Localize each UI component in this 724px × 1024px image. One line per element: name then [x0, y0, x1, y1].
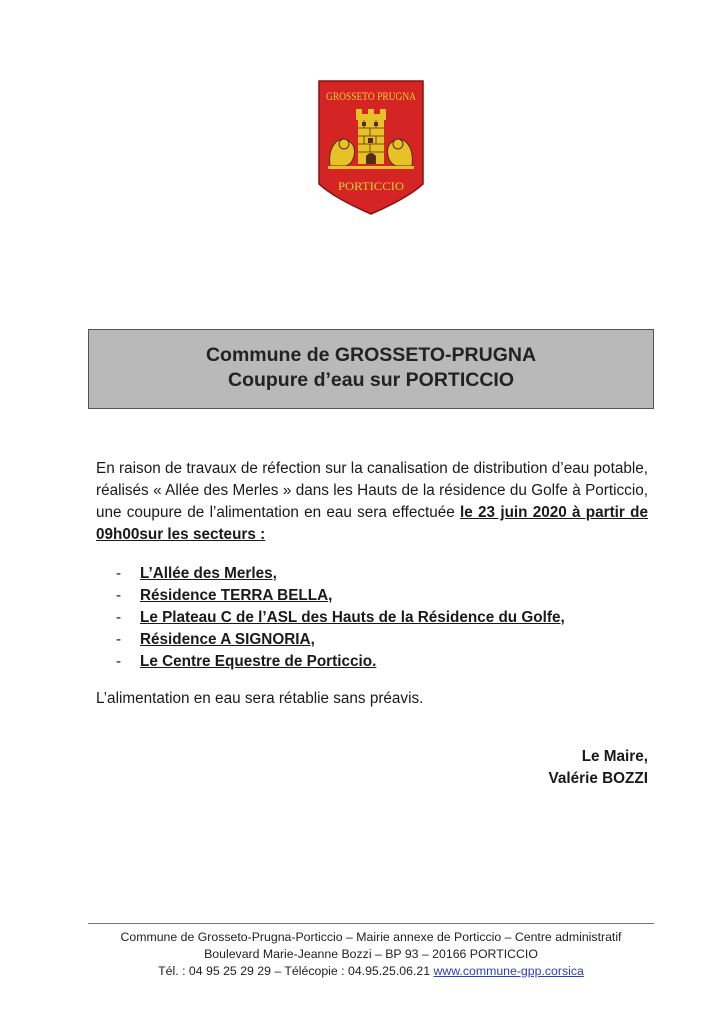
footer-divider: [88, 923, 654, 924]
intro-date-emphasis: le 23 juin 2020 à partir de 09h00sur les secteurs :: [96, 504, 648, 543]
sector-label: Résidence A SIGNORIA,: [140, 631, 315, 648]
sector-item: - Le Plateau C de l’ASL des Hauts de la Résidence du Golfe,: [116, 609, 565, 626]
coat-of-arms-logo: [318, 80, 424, 216]
footer-address-line2: Boulevard Marie-Jeanne Bozzi – BP 93 – 20166 PORTICCIO: [204, 947, 538, 961]
sector-item: - L’Allée des Merles,: [116, 565, 277, 582]
intro-paragraph: [96, 458, 648, 546]
signature-name: Valérie BOZZI: [548, 770, 648, 787]
sector-label: Le Plateau C de l’ASL des Hauts de la Résidence du Golfe,: [140, 609, 565, 626]
notice-title-box: [88, 329, 654, 409]
footer-address-line1: Commune de Grosseto-Prugna-Porticcio – Mairie annexe de Porticcio – Centre administratif: [120, 930, 622, 944]
signature-block: [549, 746, 648, 790]
restore-notice: L’alimentation en eau sera rétablie sans préavis.: [96, 690, 424, 707]
title-commune: Commune de GROSSETO-PRUGNA: [205, 344, 537, 366]
footer: [88, 929, 654, 980]
sector-label: Résidence TERRA BELLA,: [140, 587, 333, 604]
sector-label: Le Centre Equestre de Porticcio.: [140, 653, 377, 670]
footer-contact-line: [88, 963, 654, 980]
signature-role: Le Maire,: [581, 748, 648, 765]
crest-top-text: GROSSETO PRUGNA: [326, 89, 417, 103]
website-link[interactable]: www.commune-gpp.corsica: [433, 964, 584, 978]
title-subject: Coupure d’eau sur PORTICCIO: [227, 369, 515, 391]
intro-text: En raison de travaux de réfection sur la canalisation de distribution d’eau potable, réalisés « Allée des Merles » dans les Hauts de la résidence du Golfe à Porticcio, une coupure de l’alimentation en eau sera effectuée: [96, 460, 648, 521]
sector-item: - Le Centre Equestre de Porticcio.: [116, 653, 377, 670]
crest-bottom-text: PORTICCIO: [338, 179, 405, 193]
sector-item: - Résidence A SIGNORIA,: [116, 631, 315, 648]
sector-label: L’Allée des Merles,: [140, 565, 277, 582]
sector-item: - Résidence TERRA BELLA,: [116, 587, 333, 604]
sector-list: [116, 563, 565, 673]
footer-phone-fax: Tél. : 04 95 25 29 29 – Télécopie : 04.95.25.06.21: [158, 964, 431, 978]
